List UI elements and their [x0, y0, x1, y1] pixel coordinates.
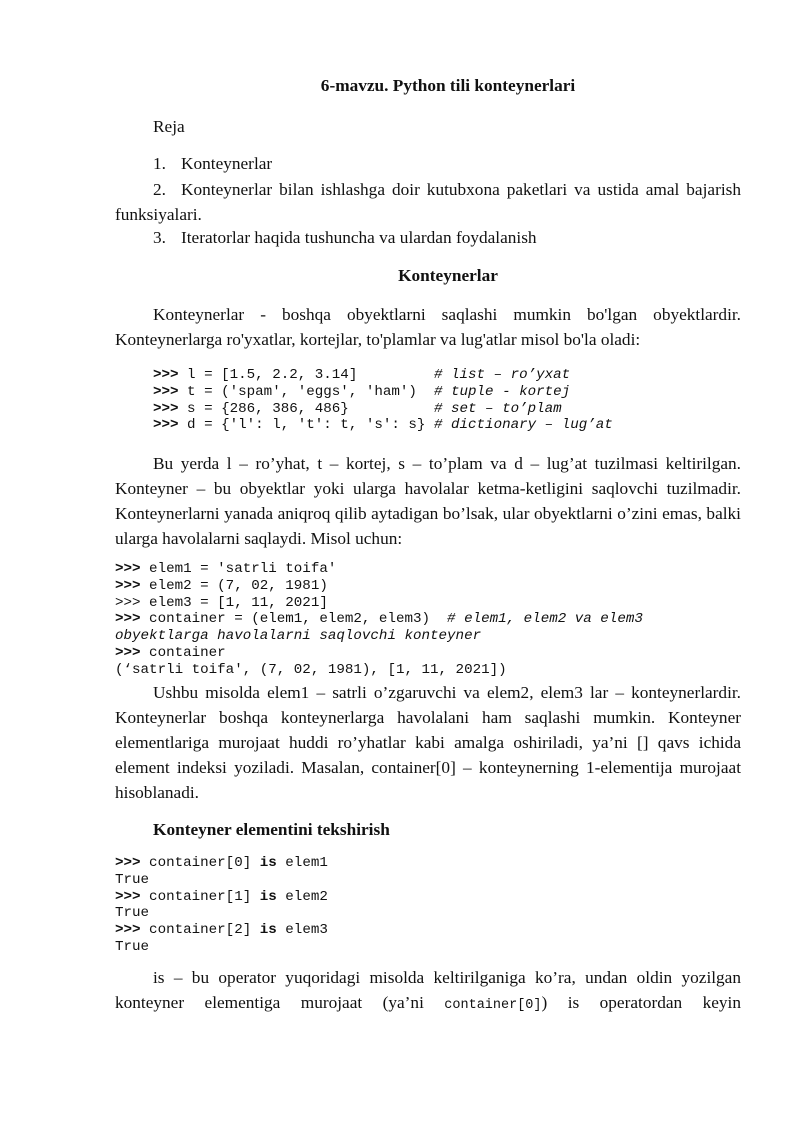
- plan-item-number: 1.: [153, 154, 166, 173]
- code-line: >>> elem2 = (7, 02, 1981): [115, 577, 328, 594]
- inline-code: container[0]: [444, 998, 542, 1013]
- page-title: 6-mavzu. Python tili konteynerlari: [320, 76, 576, 95]
- plan-item-text: Konteynerlar bilan ishlashga doir kutubxona paketlari va ustida amal bajarish funksiyalari.: [115, 180, 741, 224]
- code-line: obyektlarga havolalarni saqlovchi konteyner: [115, 628, 482, 645]
- code-block-containers: [153, 367, 613, 434]
- code-output: True: [115, 905, 150, 922]
- is-operator-paragraph: is – bu operator yuqoridagi misolda keltirilganiga ko’ra, undan oldin yozilgan konteyner elementiga murojaat (ya’ni container[0]) is operatordan keyin: [115, 968, 741, 1013]
- code-output: True: [115, 938, 150, 955]
- section-heading-element-check: Konteyner elementini tekshirish: [153, 820, 390, 839]
- code-line: >>> container[0] is elem1: [115, 855, 328, 871]
- code-line: >>> container = (elem1, elem2, elem3) # elem1, elem2 va elem3: [115, 611, 643, 628]
- code-line: (‘satrli toifa', (7, 02, 1981), [1, 11, 2021]): [115, 661, 507, 678]
- code-line: >>> container: [115, 644, 226, 661]
- plan-item-3: [153, 228, 537, 248]
- code-line: >>> elem1 = 'satrli toifa': [115, 561, 337, 577]
- code-block-is-check: [115, 855, 328, 956]
- code-line: >>> s = {286, 386, 486} # set – to’plam: [153, 400, 562, 417]
- plan-item-2: [115, 177, 741, 227]
- code-output: True: [115, 871, 150, 888]
- code-line: >>> elem3 = [1, 11, 2021]: [115, 594, 328, 611]
- plan-item-1: [153, 154, 272, 174]
- explanation-paragraph: Bu yerda l – ro’yhat, t – kortej, s – to’plam va d – lug’at tuzilmasi keltirilgan. Konteyner – bu obyektlar yoki ularga havolalar ketma-ketligini saqlovchi tuzilmadir. Konteynerlarni yanada aniqroq qilib aytadigan bo’lsak, ular obyektlarni o’zini emas, balki ularga havolalarni saqlaydi. Misol uchun:: [115, 454, 741, 548]
- section-heading-containers: Konteynerlar: [398, 266, 498, 285]
- plan-item-number: 3.: [153, 228, 166, 247]
- plan-heading: Reja: [153, 117, 185, 136]
- code-line: >>> l = [1.5, 2.2, 3.14] # list – ro’yxat: [153, 367, 571, 383]
- plan-item-text: Konteynerlar: [181, 154, 273, 173]
- intro-paragraph: Konteynerlar - boshqa obyektlarni saqlashi mumkin bo'lgan obyektlardir. Konteynerlarga ro'yxatlar, kortejlar, to'plamlar va lug'atlar misol bo'la oladi:: [115, 305, 741, 349]
- plan-item-text: Iteratorlar haqida tushuncha va ulardan foydalanish: [181, 228, 537, 247]
- code-line: >>> container[1] is elem2: [115, 888, 328, 905]
- code-block-references: [115, 561, 643, 679]
- example-paragraph: Ushbu misolda elem1 – satrli o’zgaruvchi va elem2, elem3 lar – konteynerlardir. Konteynerlar boshqa konteynerlarga havolalani ham saqlashi mumkin. Konteyner elementlariga murojaat huddi ro’yhatlar kabi amalga oshiriladi, ya’ni [] qavs ichida element indeksi yoziladi. Masalan, container[0] – konteynerning 1-elementija murojaat hisoblanadi.: [115, 683, 741, 802]
- code-line: >>> d = {'l': l, 't': t, 's': s} # dictionary – lug’at: [153, 417, 613, 434]
- plan-item-number: 2.: [153, 180, 166, 199]
- code-line: >>> container[2] is elem3: [115, 922, 328, 939]
- code-line: >>> t = ('spam', 'eggs', 'ham') # tuple - kortej: [153, 383, 571, 400]
